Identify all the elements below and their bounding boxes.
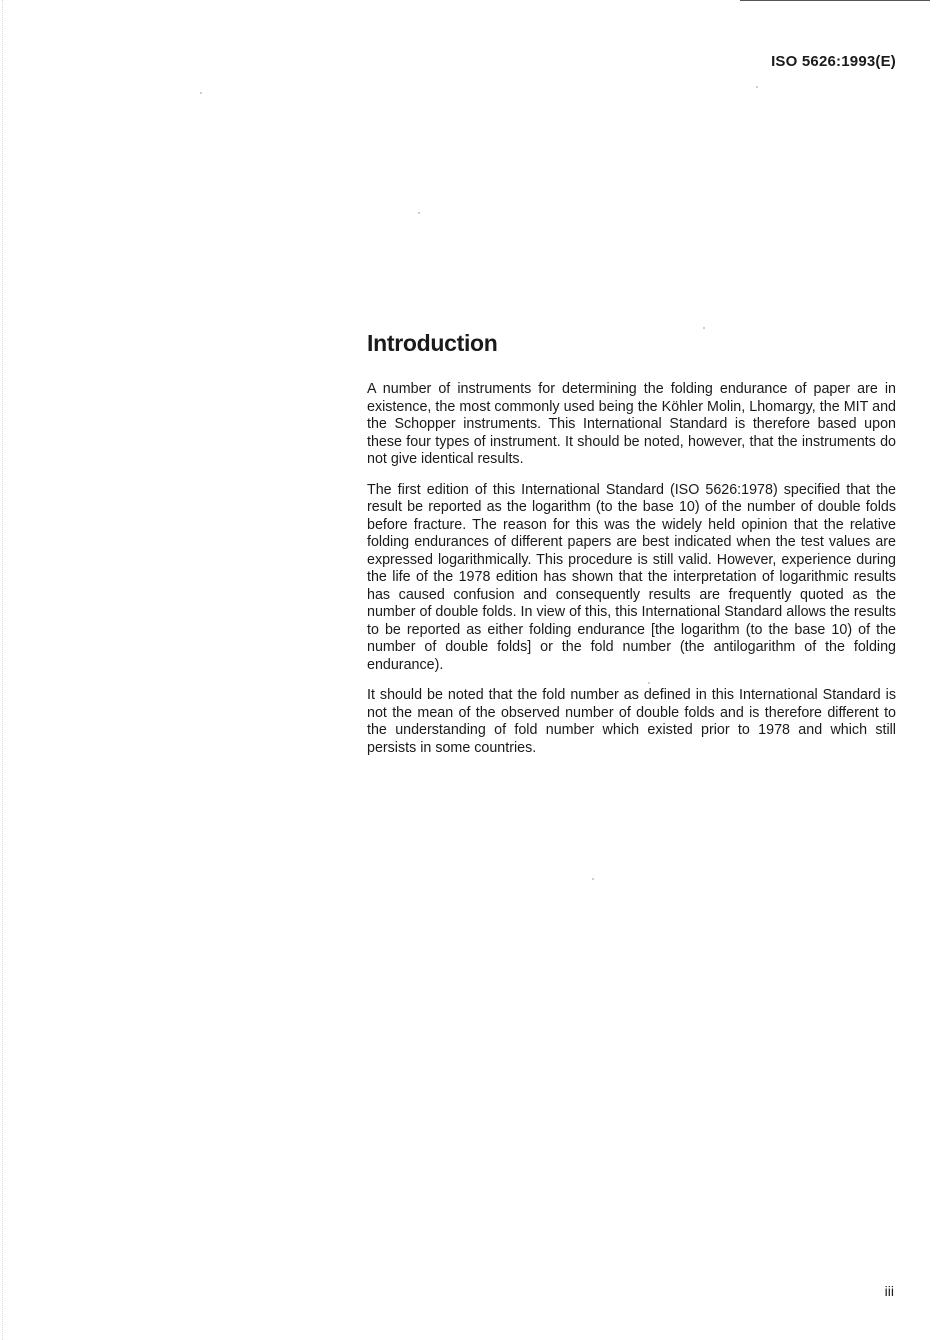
scan-speck (418, 212, 420, 214)
paragraph: A number of instruments for determining the folding endurance of paper are in existence, the most commonly used being the Köhler Molin, Lhomargy, the MIT and the Schopper instruments. This International Standard is therefore based upon these four types of instrument. It should be noted, however, that the instruments do not give identical results. (367, 381, 896, 467)
section-title: Introduction (367, 330, 498, 356)
scan-speck (703, 327, 705, 329)
header-rule (740, 0, 930, 1)
scan-speck (756, 86, 758, 88)
paragraph: It should be noted that the fold number as defined in this International Standard is not the mean of the observed number of double folds and is therefore different to the understanding of fold number which existed prior to 1978 and which still persists in some countries. (367, 687, 896, 756)
scan-speck (200, 92, 202, 94)
page-number: iii (884, 1283, 894, 1299)
introduction-section (367, 330, 896, 770)
document-id: ISO 5626:1993(E) (771, 53, 896, 70)
scan-speck (648, 682, 650, 684)
scan-edge (2, 0, 3, 1340)
paragraph: The first edition of this International Standard (ISO 5626:1978) specified that the result be reported as the logarithm (to the base 10) of the number of double folds before fracture. The reason for this was the widely held opinion that the relative folding endurances of different papers are best indicated when the test values are expressed logarithmically. This procedure is still valid. However, experience during the life of the 1978 edition has shown that the interpretation of logarithmic results has caused confusion and consequently results are frequently quoted as the number of double folds. In view of this, this International Standard allows the results to be reported as either folding endurance [the logarithm (to the base 10) of the number of double folds] or the fold number (the antilogarithm of the folding endurance). (367, 481, 896, 673)
scan-speck (592, 878, 594, 880)
